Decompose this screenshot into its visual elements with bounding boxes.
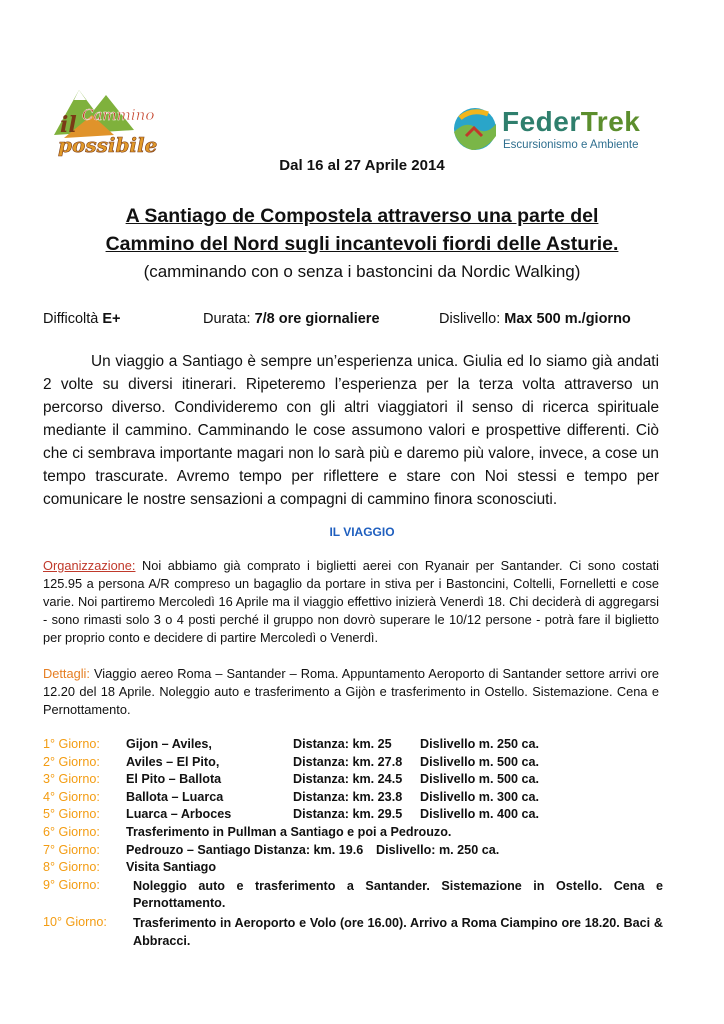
itinerary-row: 7° Giorno: Pedrouzo – Santiago Distanza: km. 19.6 Dislivello: m. 250 ca. [43,842,500,857]
itinerary-row: 5° Giorno: Luarca – Arboces Distanza: km. 29.5 Dislivello m. 400 ca. [43,807,540,822]
itinerary-row: 1° Giorno: Gijon – Aviles, Distanza: km. 25 Dislivello m. 250 ca. [43,737,540,751]
itinerary-row: 9° Giorno: Noleggio auto e trasferimento a Santander. Sistemazione in Ostello. Cena e Pernottamento. [43,877,663,911]
itinerary [43,737,663,950]
il-cammino-possibile-logo [44,80,164,160]
itinerary-row: 10° Giorno: Trasferimento in Aeroporto e Volo (ore 16.00). Arrivo a Roma Ciampino ore 18.20. Baci & Abbracci. [43,914,663,948]
trip-specs [43,311,663,331]
duration: Durata: 7/8 ore giornaliere [203,311,380,327]
federtrek-logo [450,106,655,154]
itinerary-row: 8° Giorno: Visita Santiago [43,860,217,875]
organization-paragraph [43,557,659,647]
title-line-1: A Santiago de Compostela attraverso una parte del [125,205,599,227]
details-label: Dettagli: [43,666,90,681]
federtrek-wordmark: FederTrek [502,106,641,137]
svg-text:Cammino: Cammino [82,106,155,124]
svg-text:possibile: possibile [58,133,158,157]
details-text: Viaggio aereo Roma – Santander – Roma. Appuntamento Aeroporto di Santander settore arrivi ore 12.20 del 18 Aprile. Noleggio auto e trasferimento a Gijòn e trasferimento in Ostello. Sistemazione. Cena e Pernottamento. [43,666,659,717]
itinerary-row: 6° Giorno: Trasferimento in Pullman a Santiago e poi a Pedrouzo. [43,824,452,839]
itinerary-row: 3° Giorno: El Pito – Ballota Distanza: km. 24.5 Dislivello m. 500 ca. [43,772,540,787]
intro-paragraph: Un viaggio a Santiago è sempre un’esperienza unica. Giulia ed Io siamo già andati 2 volte su diversi itinerari. Ripeteremo l’esperienza per la terza volta attraverso un percorso diverso. Condivideremo con gli altri viaggiatori il senso di ricerca spirituale mediante il cammino. Camminando le cose assumono valori e prospettive differenti. Ciò che ci sembrava importante magari non lo sarà più e daremo più valore, invece, a cose un tempo trascurate. Avremo tempo per riflettere e stare con Noi stessi e tempo per comunicare le nostre sensazioni a compagni di cammino finora sconosciuti. [43,353,659,508]
elevation: Dislivello: Max 500 m./giorno [439,311,631,327]
details-paragraph [43,665,659,719]
difficulty: Difficoltà E+ [43,311,121,327]
organization-label: Organizzazione: [43,558,136,573]
itinerary-row: 4° Giorno: Ballota – Luarca Distanza: km. 23.8 Dislivello m. 300 ca. [43,789,540,804]
federtrek-tagline: Escursionismo e Ambiente [503,139,639,151]
subtitle: (camminando con o senza i bastoncini da Nordic Walking) [143,262,581,281]
organization-text: Noi abbiamo già comprato i biglietti aerei con Ryanair per Santander. Ci sono costati 125.95 a persona A/R compreso un bagaglio da portare in stiva per i Bastoncini, Coltelli, Fornelletti e cose varie. Noi partiremo Mercoledì 16 Aprile ma il viaggio effettivo inizierà Venerdì 18. Chi deciderà di aggregarsi - sono rimasti solo 3 o 4 posti perché il gruppo non dovrò superare le 10/12 persone - potrà fare il biglietto per proprio conto e decidere di partire Mercoledì o Venerdì. [43,558,659,645]
svg-text:il: il [60,112,77,138]
title-line-2: Cammino del Nord sugli incantevoli fiordi delle Asturie. [105,233,619,255]
itinerary-row: 2° Giorno: Aviles – El Pito, Distanza: km. 27.8 Dislivello m. 500 ca. [43,754,540,769]
date-line: Dal 16 al 27 Aprile 2014 [279,157,445,174]
section-title: IL VIAGGIO [329,525,395,539]
